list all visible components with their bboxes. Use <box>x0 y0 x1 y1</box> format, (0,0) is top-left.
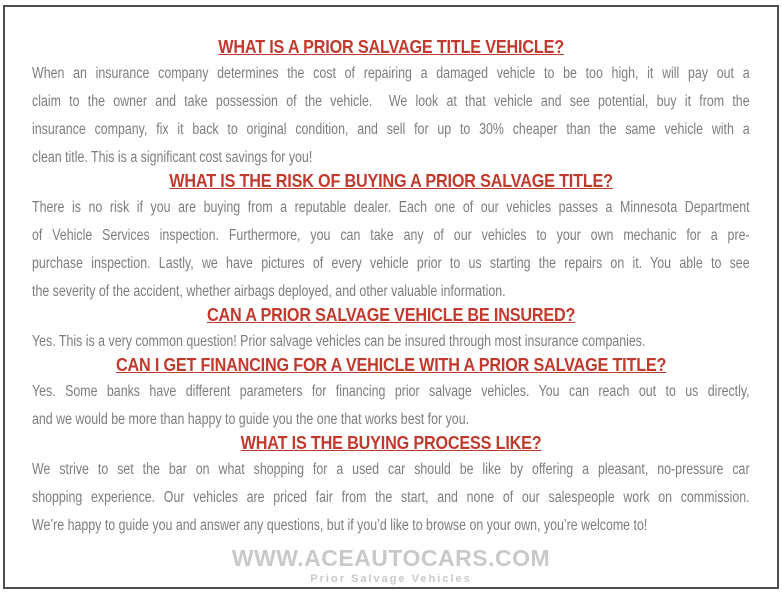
faq-content <box>32 38 750 540</box>
faq-question-heading <box>32 356 750 374</box>
faq-question-text: CAN A PRIOR SALVAGE VEHICLE BE INSURED? <box>206 305 576 325</box>
answer-line: Yes. This is a very common question! Prior salvage vehicles can be insured through most insurance companies. <box>32 333 646 350</box>
answer-line: and we would be more than happy to guide you the one that works best for you. <box>32 411 470 428</box>
faq-answer-paragraph <box>32 328 750 356</box>
dealer-watermark <box>32 546 750 585</box>
faq-question-text: CAN I GET FINANCING FOR A VEHICLE WITH A PRIOR SALVAGE TITLE? <box>115 355 667 375</box>
faq-question-text: WHAT IS THE RISK OF BUYING A PRIOR SALVAGE TITLE? <box>169 171 613 191</box>
faq-question-heading <box>32 38 750 56</box>
faq-flyer <box>3 5 779 589</box>
faq-question-heading <box>32 306 750 324</box>
answer-line: We strive to set the bar on what shopping for a used car should be like by offering a pleasant, no-pressure car <box>32 461 750 478</box>
answer-line: shopping experience. Our vehicles are priced fair from the start, and none of our salespeople work on commission. <box>32 489 750 506</box>
faq-question-text: WHAT IS THE BUYING PROCESS LIKE? <box>240 433 542 453</box>
answer-line: There is no risk if you are buying from a reputable dealer. Each one of our vehicles passes a Minnesota Department <box>32 199 750 216</box>
answer-line: We’re happy to guide you and answer any questions, but if you’d like to browse on your own, you’re welcome to! <box>32 517 648 534</box>
dealer-tagline-text: Prior Salvage Vehicles <box>310 573 472 585</box>
faq-question-heading <box>32 434 750 452</box>
faq-answer-paragraph <box>32 378 750 434</box>
faq-answer-paragraph <box>32 194 750 306</box>
faq-answer-paragraph <box>32 456 750 540</box>
answer-line: clean title. This is a significant cost savings for you! <box>32 149 313 166</box>
faq-answer-paragraph <box>32 60 750 172</box>
dealer-website-text: WWW.ACEAUTOCARS.COM <box>231 545 551 571</box>
answer-line: Yes. Some banks have different parameters for financing prior salvage vehicles. You can reach out to us directly, <box>32 383 750 400</box>
faq-question-heading <box>32 172 750 190</box>
answer-line: of Vehicle Services inspection. Furthermore, you can take any of our vehicles to your own mechanic for a pre- <box>32 227 750 244</box>
answer-line: claim to the owner and take possession of the vehicle. We look at that vehicle and see potential, buy it from the <box>32 93 750 110</box>
faq-question-text: WHAT IS A PRIOR SALVAGE TITLE VEHICLE? <box>218 37 564 57</box>
answer-line: the severity of the accident, whether airbags deployed, and other valuable information. <box>32 283 506 300</box>
answer-line: purchase inspection. Lastly, we have pictures of every vehicle prior to us starting the repairs on it. You able to see <box>32 255 750 272</box>
answer-line: insurance company, fix it back to original condition, and sell for up to 30% cheaper than the same vehicle with a <box>32 121 750 138</box>
answer-line: When an insurance company determines the cost of repairing a damaged vehicle to be too high, it will pay out a <box>32 65 750 82</box>
